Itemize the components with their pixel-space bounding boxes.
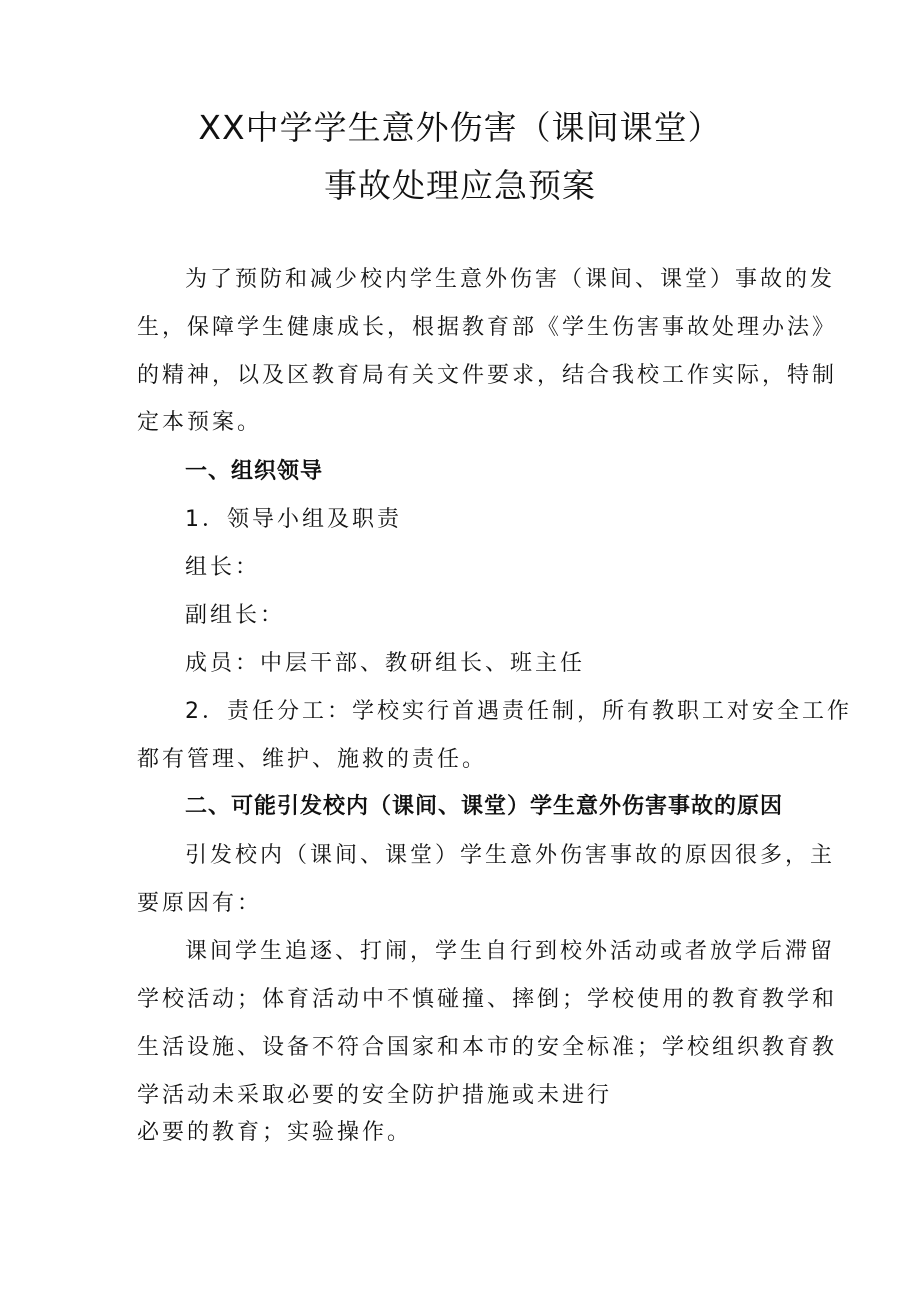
document-title-line2: 事故处理应急预案 [324, 166, 596, 205]
section1-heading: 一、组织领导 [185, 459, 324, 484]
intro-line: 的精神，以及区教育局有关文件要求，结合我校工作实际，特制 [137, 363, 838, 388]
item2-line: 2．责任分工：学校实行首遇责任制，所有教职工对安全工作 [185, 699, 852, 724]
section2-intro-line: 要原因有： [137, 891, 263, 916]
causes-line: 课间学生追逐、打闹，学生自行到校外活动或者放学后滞留 [185, 939, 836, 964]
document-title-line1: XX中学学生意外伤害（课间课堂） [198, 108, 722, 147]
item2-line: 都有管理、维护、施救的责任。 [137, 747, 488, 772]
causes-line: 生活设施、设备不符合国家和本市的安全标准；学校组织教育教 [137, 1035, 838, 1060]
section2-heading: 二、可能引发校内（课间、课堂）学生意外伤害事故的原因 [185, 794, 784, 819]
leader-line: 组长： [185, 555, 261, 580]
intro-line: 生，保障学生健康成长，根据教育部《学生伤害事故处理办法》 [137, 315, 838, 340]
members-line: 成员：中层干部、教研组长、班主任 [185, 651, 586, 676]
intro-line: 定本预案。 [137, 410, 263, 435]
causes-line: 学校活动；体育活动中不慎碰撞、摔倒；学校使用的教育教学和 [137, 987, 838, 1012]
deputy-leader-line: 副组长： [185, 603, 286, 628]
causes-line: 学活动未采取必要的安全防护措施或未进行 [137, 1083, 613, 1108]
causes-line: 必要的教育；实验操作。 [137, 1120, 413, 1145]
section2-intro-line: 引发校内（课间、课堂）学生意外伤害事故的原因很多，主 [185, 843, 836, 868]
intro-line: 为了预防和减少校内学生意外伤害（课间、课堂）事故的发 [185, 267, 836, 292]
section1-item1: 1．领导小组及职责 [185, 507, 402, 532]
